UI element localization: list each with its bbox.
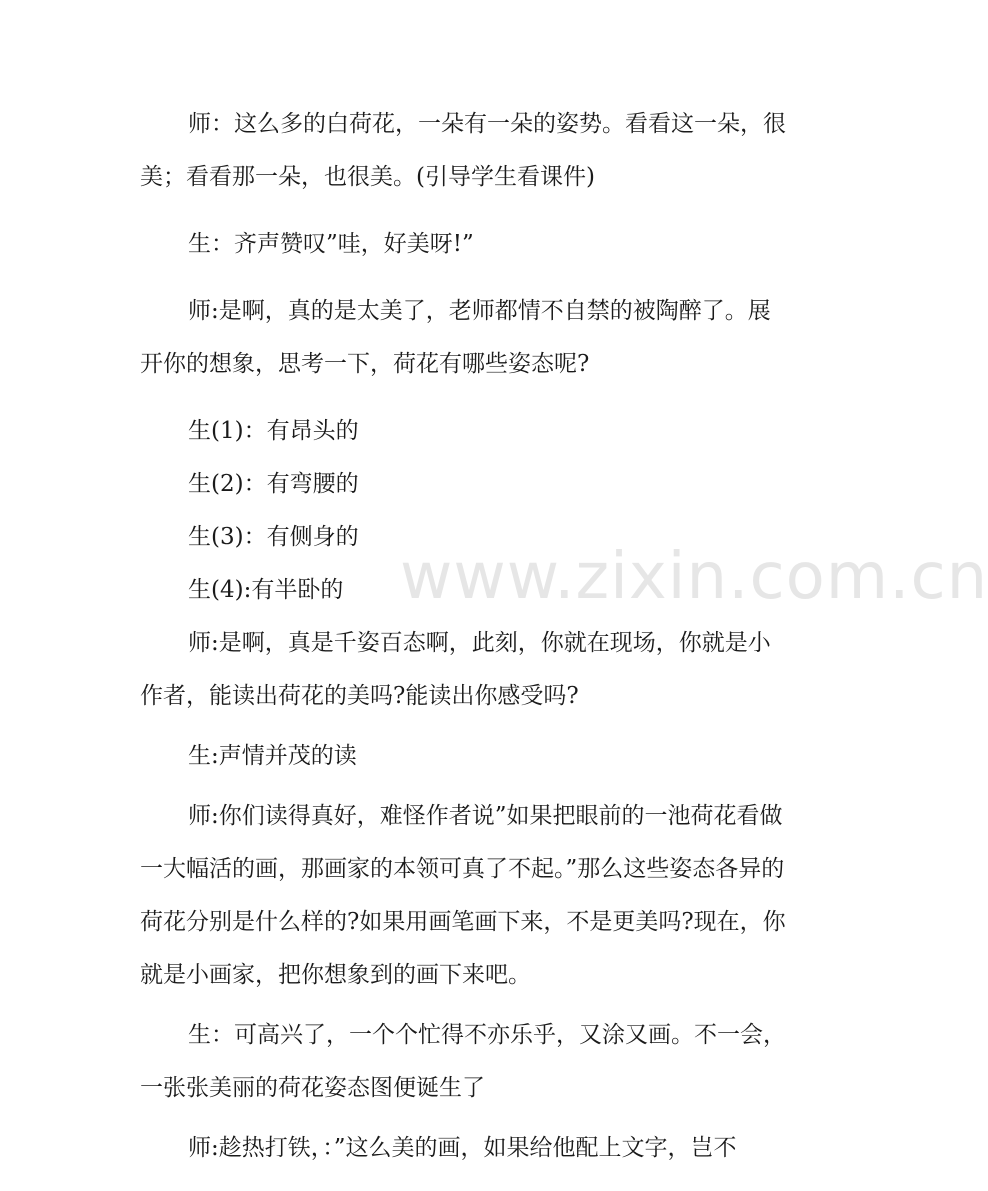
paragraph-1: 师：这么多的白荷花，一朵有一朵的姿势。看看这一朵，很美；看看那一朵，也很美。(引导学生看课件) [140,111,786,190]
paragraph-4: 生(1)：有昂头的 [188,418,359,444]
paragraph-12: 师:趁热打铁，：”这么美的画，如果给他配上文字，岂不 [188,1135,737,1161]
watermark: www.zixin.com.cn [400,540,988,614]
paragraph-3: 师:是啊，真的是太美了，老师都情不自禁的被陶醉了。展开你的想象，思考一下，荷花有哪些姿态呢? [140,298,771,377]
paragraph-7: 生(4):有半卧的 [188,577,344,603]
paragraph-6: 生(3)：有侧身的 [188,524,359,550]
paragraph-2: 生：齐声赞叹”哇，好美呀!” [188,231,474,257]
document-body [140,0,790,1175]
paragraph-5: 生(2)：有弯腰的 [188,471,359,497]
paragraph-8: 师:是啊，真是千姿百态啊，此刻，你就在现场，你就是小作者，能读出荷花的美吗?能读出你感受吗? [140,630,771,709]
paragraph-11: 生：可高兴了，一个个忙得不亦乐乎，又涂又画。不一会，一张张美丽的荷花姿态图便诞生了 [140,1022,786,1101]
paragraph-9: 生:声情并茂的读 [188,743,357,769]
paragraph-10: 师:你们读得真好，难怪作者说”如果把眼前的一池荷花看做一大幅活的画，那画家的本领可真了不起。”那么这些姿态各异的荷花分别是什么样的?如果用画笔画下来，不是更美吗?现在，你就是小画家，把你想象到的画下来吧。 [140,803,786,988]
